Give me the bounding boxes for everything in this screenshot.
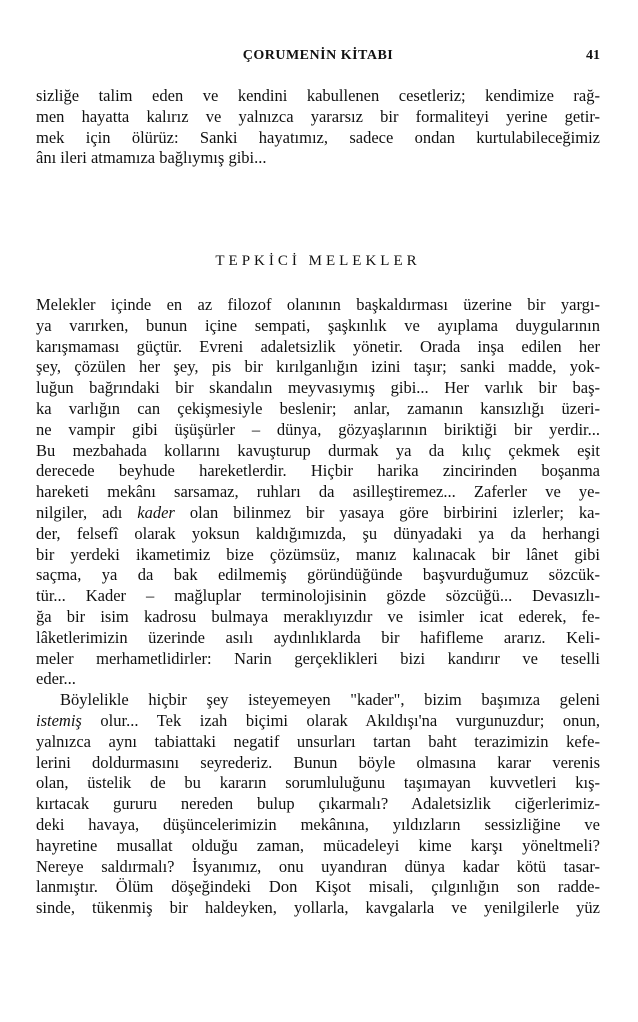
text-line: Bu mezbahada kollarını kavuşturup durmak ya da kılıç çekmek eşit	[36, 440, 600, 460]
paragraph-1	[36, 295, 600, 690]
text-line: yalnızca aynı tabiattaki negatif unsurları tartan baht terazimizin kefe-	[36, 731, 600, 751]
text-line: derecede beyhude hareketlerdir. Hiçbir harika zincirinden boşanma	[36, 461, 600, 481]
intro-paragraph	[36, 86, 600, 169]
text-line: ka varlığın can çekişmesiyle beslenir; anlar, zamanın kansızlığı üzeri-	[36, 398, 600, 418]
text-line: sizliğe talim eden ve kendini kabullenen cesetleriz; kendimize rağ-	[36, 86, 600, 105]
text-line: hayretine musallat olduğu zaman, mücadeleyi kime karşı yöneltmeli?	[36, 835, 600, 855]
text-line: şey, çözülen her şey, pis bir kırılganlığın izini taşır; sanki madde, yok-	[36, 357, 600, 377]
text-line: men hayatta kalırız ve yalnızca yararsız bir formaliteyi yerine getir-	[36, 106, 600, 126]
body-text	[36, 295, 600, 919]
page-number: 41	[586, 48, 600, 63]
text-line: olan, üstelik de bu kararın sorumluluğunu taşımayan kuvvetleri kış-	[36, 773, 600, 793]
text-line: Melekler içinde en az filozof olanının başkaldırması üzerine bir yargı-	[36, 295, 600, 314]
text-line: lanmıştır. Ölüm döşeğindeki Don Kişot misali, çılgınlığın son radde-	[36, 877, 600, 897]
text-line: Nereye saldırmalı? İsyanımız, onu uyandıran dünya kadar kötü tasar-	[36, 856, 600, 876]
text-line: ğa bir isim kadrosu bulmaya meraklıyızdır ve isimler icat ederek, fe-	[36, 606, 600, 626]
section-heading: TEPKİCİ MELEKLER	[215, 253, 421, 269]
text-line: bir yerdeki ikametimiz bize çözümsüz, manız kalınacak bir lânet gibi	[36, 544, 600, 564]
text-line: saçma, ya da bak edilmemiş göründüğünde başvurduğumuz sözcük-	[36, 565, 600, 585]
text-line: mek için ölürüz: Sanki hayatımız, sadece ondan kurtulabileceğimiz	[36, 127, 600, 147]
text-line: eder...	[36, 669, 76, 689]
text-line: ya varırken, bunun içine sempati, şaşkınlık ve ayıplama duygularının	[36, 315, 600, 335]
text-line: der, felsefî olarak yoksun kaldığımızda, şu dünyadaki ya da herhangi	[36, 523, 600, 543]
text-line: karışmaması güçtür. Evreni adaletsizlik yönetir. Orada inşa edilen her	[36, 336, 600, 356]
text-line: hareketi mekânı sarsamaz, ruhları da asilleştiremez... Zaferler ve ye-	[36, 482, 600, 502]
text-line: ânı ileri atmamıza bağlıymış gibi...	[36, 148, 267, 168]
running-head	[36, 48, 600, 68]
running-title: ÇORUMENİN KİTABI	[242, 48, 394, 63]
text-line: lerini doldurmasını seyrederiz. Bunun böyle olmasına karar verenis	[36, 752, 600, 772]
text-line: luğun bağrındaki bir skandalın meyvasıymış gibi... Her varlık bir baş-	[36, 378, 600, 398]
text-line: Böylelikle hiçbir şey isteyemeyen "kader", bizim başımıza geleni	[60, 690, 600, 710]
text-line: lâketlerimizin üzerinde asılı aydınlıklarda bir hafifleme ararız. Keli-	[36, 627, 600, 647]
text-line: ne vampir gibi üşüşürler – dünya, gözyaşlarının biriktiği bir yerdir...	[36, 419, 600, 439]
text-line: deki havaya, düşüncelerimizin mekânına, yıldızların sessizliğine ve	[36, 814, 600, 834]
text-line: tür... Kader – mağluplar terminolojisinin gözde sözcüğü... Devasızlı-	[36, 586, 600, 606]
paragraph-2	[36, 690, 600, 919]
text-line: nilgiler, adı kader olan bilinmez bir yasaya göre birbirini izlerler; ka-	[36, 502, 600, 522]
text-line: sinde, tükenmiş bir haldeyken, yollarla, kavgalarla ve yenilgilerle yüz	[36, 898, 600, 918]
text-line: kırtacak gururu nereden bulup çıkarmalı? Adaletsizlik ciğerlerimiz-	[36, 794, 600, 814]
text-line: istemiş olur... Tek izah biçimi olarak Akıldışı'na vurgunuzdur; onun,	[36, 710, 600, 730]
text-line: meler merhametlidirler: Narin gerçeklikleri bizi kandırır ve teselli	[36, 648, 600, 668]
